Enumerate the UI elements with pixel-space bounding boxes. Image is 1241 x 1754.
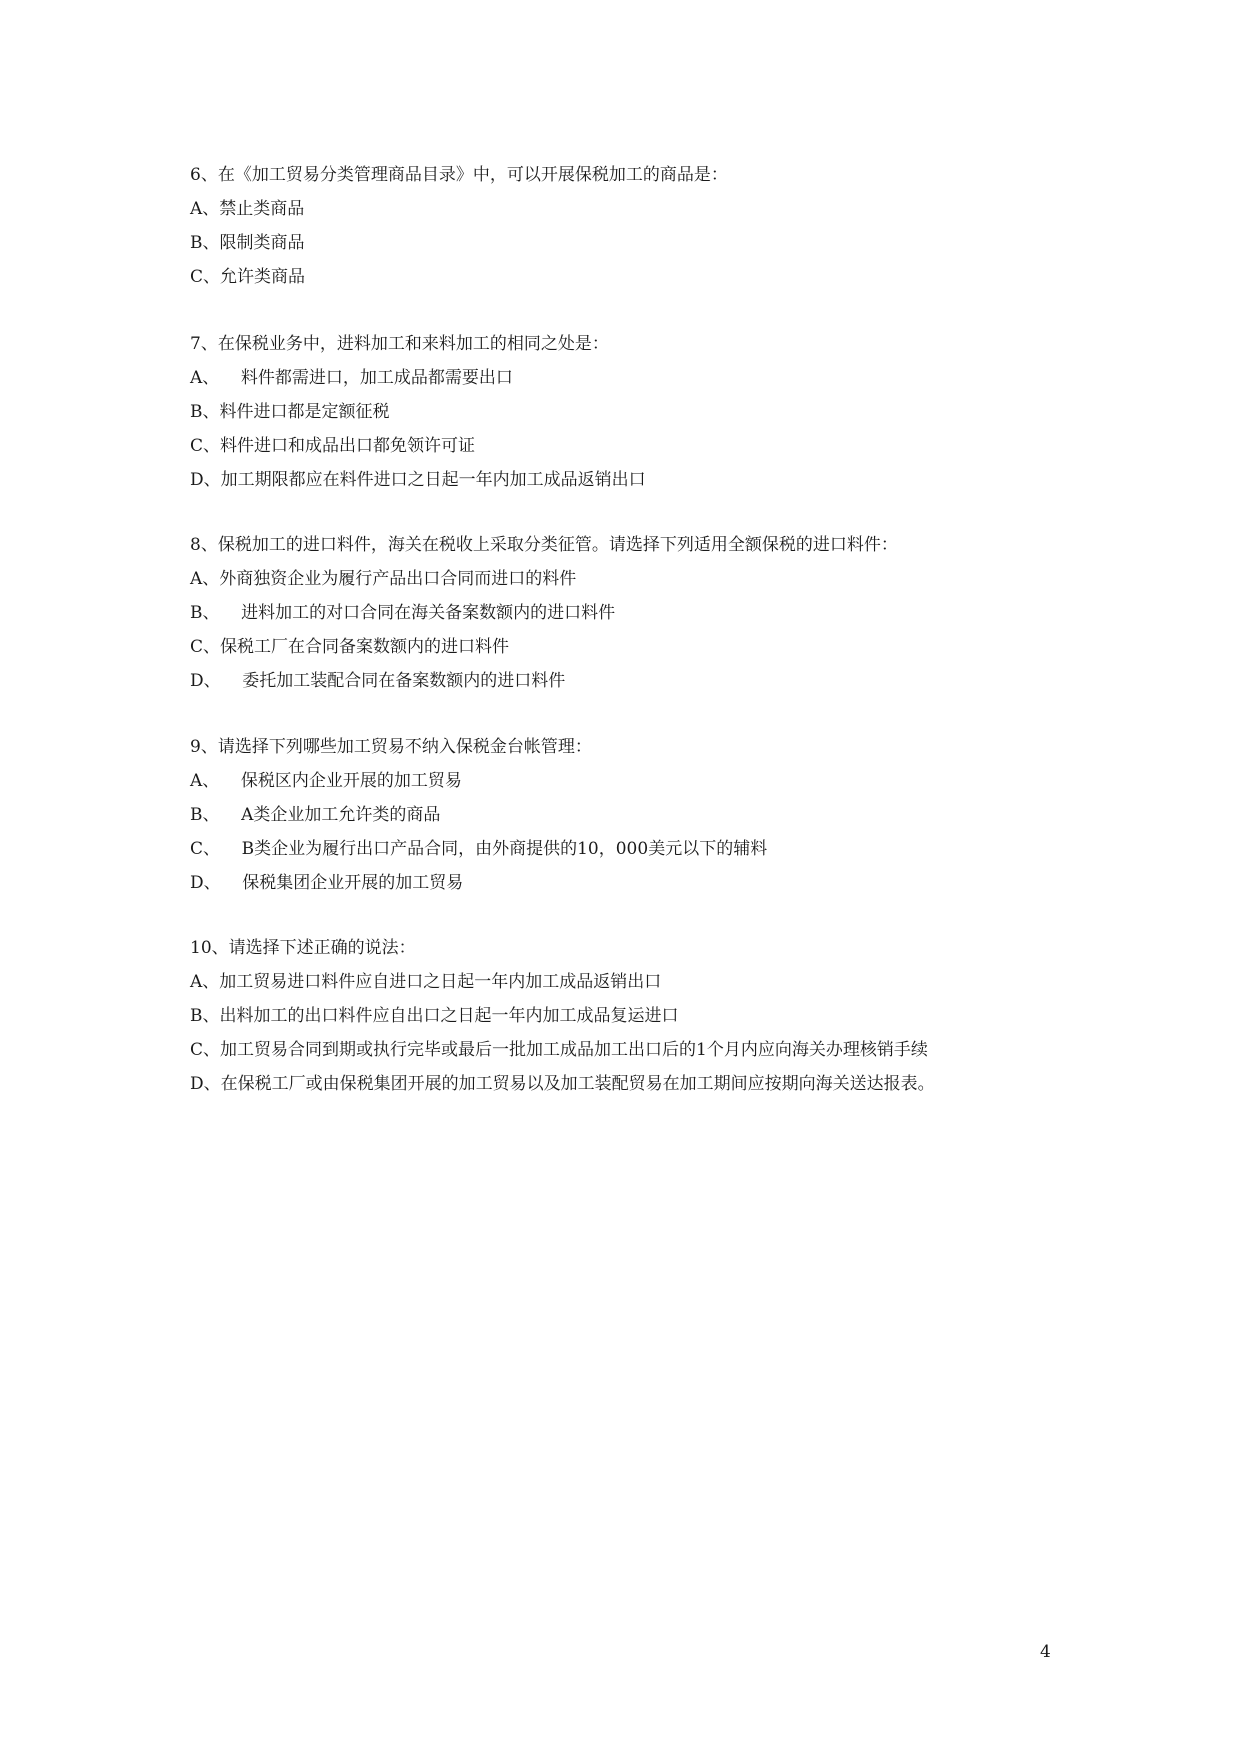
question-stem: 6、在《加工贸易分类管理商品目录》中，可以开展保税加工的商品是：: [190, 165, 728, 185]
option-c: C、保税工厂在合同备案数额内的进口料件: [190, 637, 510, 657]
option-b: B、料件进口都是定额征税: [190, 402, 390, 422]
option-c: C、加工贸易合同到期或执行完毕或最后一批加工成品加工出口后的1个月内应向海关办理核销手续: [190, 1040, 928, 1060]
question-6: [190, 158, 1070, 294]
option-a: A、禁止类商品: [190, 199, 305, 219]
option-a: A、加工贸易进口料件应自进口之日起一年内加工成品返销出口: [190, 972, 662, 992]
option-d: D、在保税工厂或由保税集团开展的加工贸易以及加工装配贸易在加工期间应按期向海关送达报表。: [190, 1074, 935, 1094]
page-number: 4: [1040, 1642, 1051, 1662]
question-8: [190, 528, 1070, 698]
question-stem: 10、请选择下述正确的说法：: [190, 938, 416, 958]
option-a: A、 料件都需进口，加工成品都需要出口: [190, 368, 513, 388]
option-b: B、限制类商品: [190, 233, 305, 253]
option-b: B、 进料加工的对口合同在海关备案数额内的进口料件: [190, 603, 616, 623]
option-d: D、 委托加工装配合同在备案数额内的进口料件: [190, 671, 566, 691]
option-c: C、 B类企业为履行出口产品合同，由外商提供的10，000美元以下的辅料: [190, 839, 768, 859]
option-d: D、 保税集团企业开展的加工贸易: [190, 873, 464, 893]
question-stem: 9、请选择下列哪些加工贸易不纳入保税金台帐管理：: [190, 737, 592, 757]
option-c: C、允许类商品: [190, 267, 306, 287]
option-a: A、 保税区内企业开展的加工贸易: [190, 771, 462, 791]
option-b: B、 A类企业加工允许类的商品: [190, 805, 441, 825]
option-b: B、出料加工的出口料件应自出口之日起一年内加工成品复运进口: [190, 1006, 679, 1026]
question-10: [190, 931, 1070, 1101]
option-a: A、外商独资企业为履行产品出口合同而进口的料件: [190, 569, 577, 589]
option-c: C、料件进口和成品出口都免领许可证: [190, 436, 476, 456]
question-9: [190, 730, 1070, 900]
option-d: D、加工期限都应在料件进口之日起一年内加工成品返销出口: [190, 470, 646, 490]
question-7: [190, 327, 1070, 497]
question-stem: 8、保税加工的进口料件，海关在税收上采取分类征管。请选择下列适用全额保税的进口料件：: [190, 535, 898, 555]
question-stem: 7、在保税业务中，进料加工和来料加工的相同之处是：: [190, 334, 609, 354]
